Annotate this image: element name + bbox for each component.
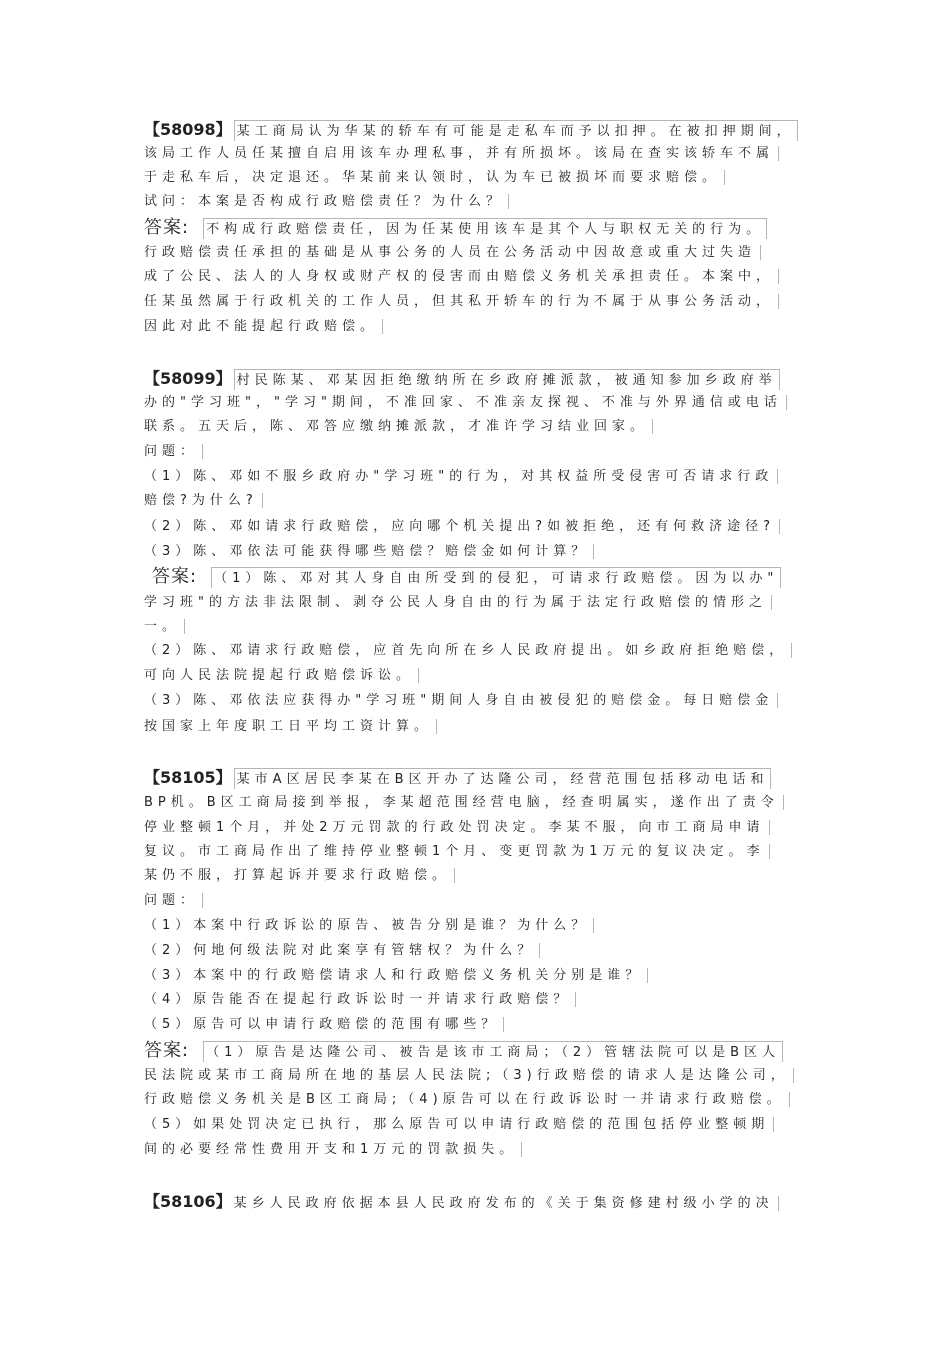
answer-line [144, 592, 804, 614]
question-text: 办的"学习班"，"学习"期间，不准回家、不准亲友探视、不准与外界通信或电话 [144, 395, 787, 410]
question-text: （4）原告能否在提起行政诉讼时一并请求行政赔偿？ [144, 992, 576, 1007]
question-text: 某市A区居民李某在B区开办了达隆公司，经营范围包括移动电话和 [234, 768, 772, 789]
answer-text: （1）原告是达隆公司、被告是该市工商局；（2）管辖法院可以是B区人 [203, 1041, 783, 1062]
question-text: （2）何地何级法院对此案享有管辖权？为什么？ [144, 943, 540, 958]
question-text: 某乡人民政府依据本县人民政府发布的《关于集资修建村级小学的决 [234, 1196, 779, 1211]
question-line [144, 767, 804, 789]
question-line [144, 541, 804, 563]
answer-text: 一。 [144, 619, 185, 634]
answer-line [144, 716, 804, 738]
answer-text: 成了公民、法人的人身权或财产权的侵害而由赔偿义务机关承担责任。本案中， [144, 269, 779, 284]
question-text: 某工商局认为华某的轿车有可能是走私车而予以扣押。在被扣押期间， [234, 120, 798, 141]
question-text: （3）陈、邓依法可能获得哪些赔偿？赔偿金如何计算？ [144, 544, 594, 559]
answer-text: 间的必要经常性费用开支和1万元的罚款损失。 [144, 1142, 522, 1157]
question-line [144, 1014, 804, 1036]
answer-line [144, 616, 804, 638]
question-line [144, 865, 804, 887]
answer-line [144, 640, 804, 662]
answer-line [144, 665, 804, 687]
answer-line [144, 1139, 804, 1161]
question-line [144, 490, 804, 512]
question-text: BP机。B区工商局接到举报，李某超范围经营电脑，经查明属实，遂作出了责令 [144, 795, 784, 810]
question-line [144, 392, 804, 414]
question-line [144, 817, 804, 839]
question-text: 赔偿?为什么? [144, 493, 263, 508]
question-line [144, 416, 804, 438]
answer-line [144, 266, 804, 288]
question-text: （3）本案中的行政赔偿请求人和行政赔偿义务机关分别是谁？ [144, 968, 648, 983]
question-text: （5）原告可以申请行政赔偿的范围有哪些？ [144, 1017, 504, 1032]
answer-text: 任某虽然属于行政机关的工作人员，但其私开轿车的行为不属于从事公务活动， [144, 294, 779, 309]
answer-text: 学习班"的方法非法限制、剥夺公民人身自由的行为属于法定行政赔偿的情形之 [144, 595, 772, 610]
question-line [144, 441, 804, 463]
question-line [144, 965, 804, 987]
question-line [144, 1191, 804, 1213]
answer-line [144, 566, 804, 588]
question-line [144, 989, 804, 1011]
question-line [144, 841, 804, 863]
question-id: 【58099】 [144, 369, 232, 388]
answer-text: 按国家上年度职工日平均工资计算。 [144, 719, 437, 734]
answer-text: 行政赔偿责任承担的基础是从事公务的人员在公务活动中因故意或重大过失造 [144, 245, 761, 260]
question-line [144, 890, 804, 912]
question-text: 问题： [144, 893, 203, 908]
question-text: 某仍不服，打算起诉并要求行政赔偿。 [144, 868, 455, 883]
answer-text: （2）陈、邓请求行政赔偿，应首先向所在乡人民政府提出。如乡政府拒绝赔偿， [144, 643, 792, 658]
question-text: （1）陈、邓如不服乡政府办"学习班"的行为，对其权益所受侵害可否请求行政 [144, 469, 778, 484]
question-text: 问题： [144, 444, 203, 459]
answer-text: 民法院或某市工商局所在地的基层人民法院;（3)行政赔偿的请求人是达隆公司， [144, 1068, 794, 1083]
answer-line [144, 1114, 804, 1136]
question-text: （2）陈、邓如请求行政赔偿，应向哪个机关提出?如被拒绝，还有何救济途径? [144, 519, 780, 534]
answer-text: （1）陈、邓对其人身自由所受到的侵犯，可请求行政赔偿。因为以办" [211, 567, 781, 588]
question-text: 试问：本案是否构成行政赔偿责任？为什么？ [144, 194, 509, 209]
question-line [144, 915, 804, 937]
question-line [144, 167, 804, 189]
answer-line [144, 1065, 804, 1087]
question-line [144, 466, 804, 488]
question-line [144, 792, 804, 814]
answer-line [144, 1089, 804, 1111]
answer-text: （3）陈、邓依法应获得办"学习班"期间人身自由被侵犯的赔偿金。每日赔偿金 [144, 693, 778, 708]
question-id: 【58105】 [144, 768, 232, 787]
question-id: 【58098】 [144, 120, 232, 139]
question-line [144, 940, 804, 962]
answer-text: 因此对此不能提起行政赔偿。 [144, 319, 383, 334]
answer-line [144, 316, 804, 338]
question-text: 于走私车后，决定退还。华某前来认领时，认为车已被损坏而要求赔偿。 [144, 170, 725, 185]
question-text: 联系。五天后，陈、邓答应缴纳摊派款，才准许学习结业回家。 [144, 419, 653, 434]
answer-line [144, 690, 804, 712]
question-text: 该局工作人员任某擅自启用该车办理私事，并有所损坏。该局在查实该轿车不属 [144, 146, 779, 161]
answer-label: 答案: [144, 1040, 190, 1061]
question-text: （1）本案中行政诉讼的原告、被告分别是谁？为什么？ [144, 918, 594, 933]
answer-text: 不构成行政赔偿责任，因为任某使用该车是其个人与职权无关的行为。 [203, 218, 767, 239]
answer-label: 答案: [144, 217, 190, 238]
question-text: 停业整顿1个月，并处2万元罚款的行政处罚决定。李某不服，向市工商局申请 [144, 820, 770, 835]
answer-text: 行政赔偿义务机关是B区工商局;（4)原告可以在行政诉讼时一并请求行政赔偿。 [144, 1092, 790, 1107]
question-text: 村民陈某、邓某因拒绝缴纳所在乡政府摊派款，被通知参加乡政府举 [234, 369, 780, 390]
answer-text: （5）如果处罚决定已执行，那么原告可以申请行政赔偿的范围包括停业整顿期 [144, 1117, 774, 1132]
question-line [144, 191, 804, 213]
question-line [144, 368, 804, 390]
answer-line [144, 1040, 804, 1062]
answer-line [144, 242, 804, 264]
question-line [144, 119, 804, 141]
question-text: 复议。市工商局作出了维持停业整顿1个月、变更罚款为1万元的复议决定。李 [144, 844, 770, 859]
answer-label: 答案: [152, 566, 198, 587]
question-id: 【58106】 [144, 1192, 232, 1211]
question-line [144, 143, 804, 165]
answer-line [144, 217, 804, 239]
answer-text: 可向人民法院提起行政赔偿诉讼。 [144, 668, 419, 683]
question-line [144, 516, 804, 538]
answer-line [144, 291, 804, 313]
